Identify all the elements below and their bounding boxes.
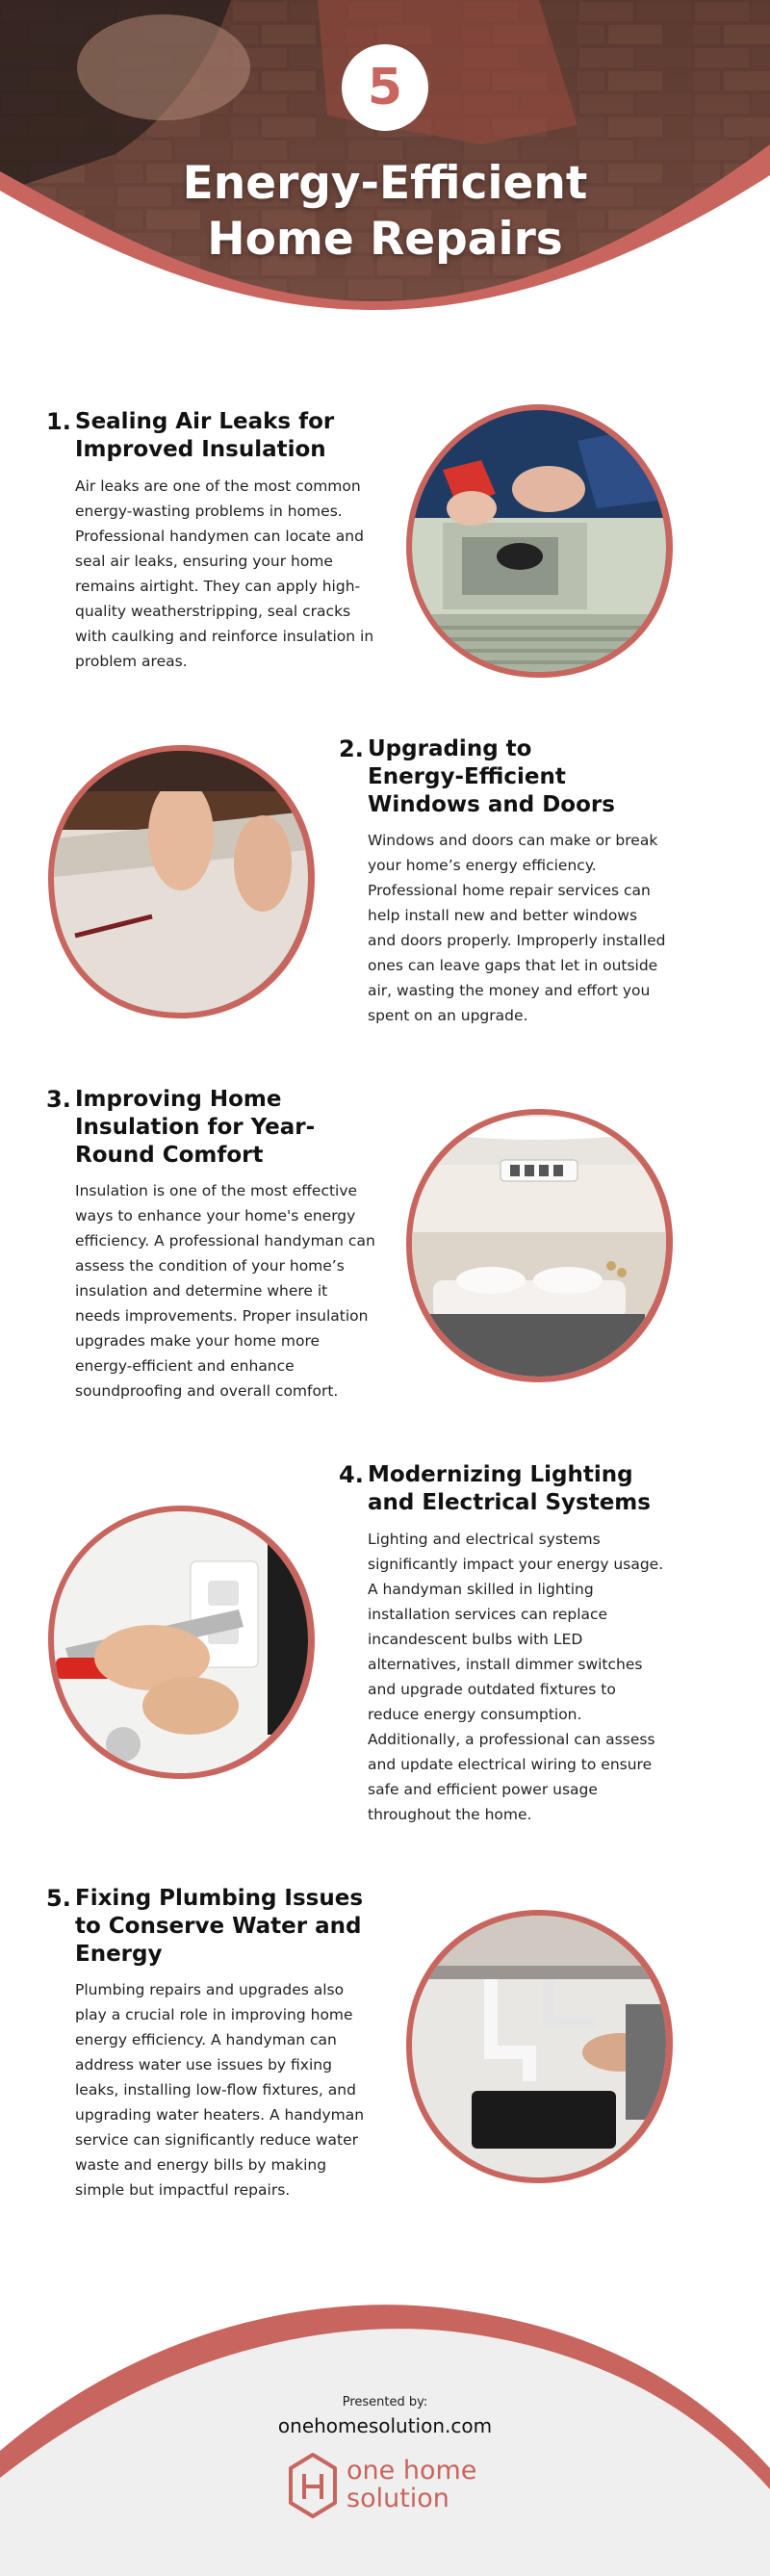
section-title: Fixing Plumbing Issues to Conserve Water and Energy <box>75 1886 364 1967</box>
section-body: Insulation is one of the most effective ways to enhance your home's energy efficiency. A professional handyman can assess the condition of your home’s insulation and determine where it needs improvements. Proper insulation upgrades make your home more energy-efficient and enhance soundproofing and overall comfort. <box>75 1182 375 1400</box>
electrical-outlet-photo <box>46 1504 316 1779</box>
hvac-repair-photo <box>404 402 674 678</box>
hero-header <box>0 0 770 366</box>
section-title: Sealing Air Leaks for Improved Insulation <box>75 409 335 462</box>
section-body: Air leaks are one of the most common energy-wasting problems in homes. Professional handymen can locate and seal air leaks, ensuring your home remains airtight. They can apply high-quality weatherstripping, seal cracks with caulking and reinforce insulation in problem areas. <box>75 477 374 670</box>
bedroom-photo <box>404 1107 674 1382</box>
section-title: Upgrading to Energy-Efficient Windows and Doors <box>368 736 615 817</box>
page-title <box>0 156 770 268</box>
section-body: Lighting and electrical systems significantly impact your energy usage. A handyman skilled in lighting installation services can replace incandescent bulbs with LED alternatives, install dimmer switches and upgrade outdated fixtures to reduce energy consumption. Additionally, a professional can assess and update electrical wiring to ensure safe and efficient power usage throughout the home. <box>368 1531 664 1823</box>
section-3 <box>46 1086 393 1413</box>
logo-line-2: solution <box>346 2484 449 2513</box>
hero-number: 5 <box>367 59 403 116</box>
house-logo-icon <box>287 2451 339 2518</box>
section-body: Windows and doors can make or break your home’s energy efficiency. Professional home repair services can help install new and better windows and doors properly. Improperly installed ones can leave gaps that let in outside air, wasting the money and effort you spent on an upgrade. <box>368 832 666 1024</box>
logo-line-1: one home <box>346 2456 477 2486</box>
website-link[interactable]: onehomesolution.com <box>277 2414 493 2437</box>
title-line-1: Energy-Efficient <box>182 157 588 210</box>
section-1 <box>46 408 393 678</box>
section-number: 1. <box>46 408 71 435</box>
section-number: 5. <box>46 1885 71 1912</box>
title-line-2: Home Repairs <box>207 213 563 266</box>
section-number: 2. <box>339 735 364 762</box>
brand-logo <box>287 2451 489 2524</box>
presented-by-label: Presented by: <box>342 2395 428 2409</box>
section-number: 3. <box>46 1086 71 1113</box>
window-installation-photo <box>46 743 316 1018</box>
section-body: Plumbing repairs and upgrades also play a crucial role in improving home energy efficiency. A handyman can address water use issues by fixing leaks, installing low-flow fixtures, and upgrading water heaters. A handyman service can significantly reduce water waste and energy bills by making simple but impactful repairs. <box>75 1981 365 2199</box>
section-title: Modernizing Lighting and Electrical Systems <box>368 1462 651 1515</box>
footer <box>0 2297 770 2576</box>
section-4 <box>339 1461 685 1837</box>
plumbing-repair-photo <box>404 1908 674 2183</box>
logo-wordmark <box>346 2457 476 2512</box>
section-2 <box>339 735 685 1043</box>
section-number: 4. <box>339 1461 364 1488</box>
section-title: Improving Home Insulation for Year-Round Comfort <box>75 1087 316 1168</box>
hero-number-badge <box>342 44 428 131</box>
section-5 <box>46 1885 393 2212</box>
